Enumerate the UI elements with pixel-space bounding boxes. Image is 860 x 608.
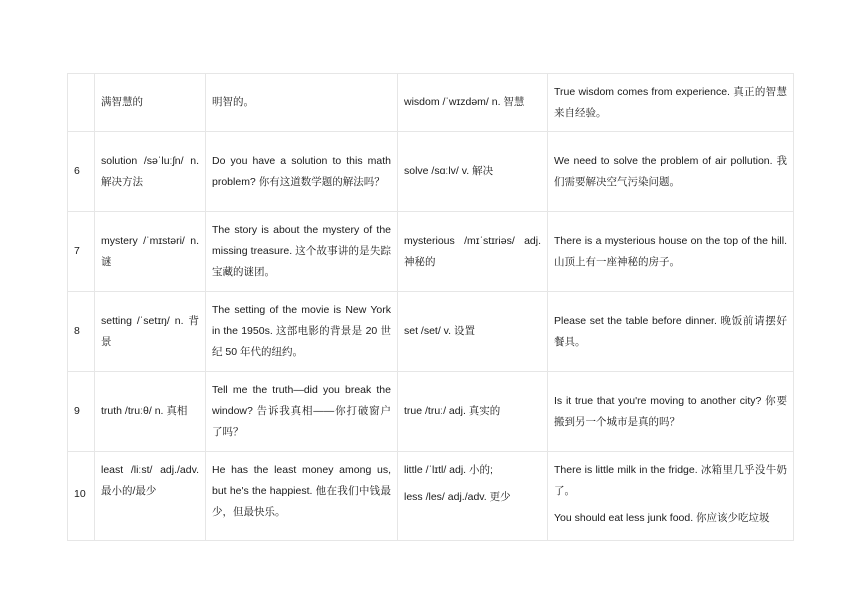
word-cell: setting /ˈsetɪŋ/ n. 背景 bbox=[95, 292, 206, 372]
example-cell: The story is about the mystery of the missing treasure. 这个故事讲的是失踪宝藏的谜团。 bbox=[206, 212, 398, 292]
example-cell: Do you have a solution to this math problem? 你有这道数学题的解法吗？ bbox=[206, 132, 398, 212]
row-number: 10 bbox=[68, 452, 95, 541]
sentence-cell: Please set the table before dinner. 晚饭前请摆好餐具。 bbox=[548, 292, 794, 372]
row-number bbox=[68, 74, 95, 132]
related-word-cell: wisdom /ˈwɪzdəm/ n. 智慧 bbox=[398, 74, 548, 132]
word-cell: 满智慧的 bbox=[95, 74, 206, 132]
example-cell: He has the least money among us, but he's the happiest. 他在我们中钱最少，但最快乐。 bbox=[206, 452, 398, 541]
related-word-cell bbox=[398, 452, 548, 541]
table-row bbox=[68, 372, 794, 452]
related-word-cell: true /truː/ adj. 真实的 bbox=[398, 372, 548, 452]
table-row bbox=[68, 132, 794, 212]
sentence-cell: There is a mysterious house on the top of the hill. 山顶上有一座神秘的房子。 bbox=[548, 212, 794, 292]
related-word-cell: set /set/ v. 设置 bbox=[398, 292, 548, 372]
sentence-cell bbox=[548, 452, 794, 541]
table-row bbox=[68, 212, 794, 292]
row-number: 9 bbox=[68, 372, 95, 452]
row-number: 7 bbox=[68, 212, 95, 292]
sentence-line: You should eat less junk food. 你应该少吃垃圾 bbox=[554, 512, 770, 524]
example-cell: 明智的。 bbox=[206, 74, 398, 132]
related-word-cell: mysterious /mɪˈstɪriəs/ adj. 神秘的 bbox=[398, 212, 548, 292]
vocabulary-table bbox=[67, 73, 794, 541]
sentence-line: There is little milk in the fridge. 冰箱里几乎没牛奶了。 bbox=[554, 464, 787, 497]
related-word-line: less /les/ adj./adv. 更少 bbox=[404, 491, 511, 503]
word-cell: truth /truːθ/ n. 真相 bbox=[95, 372, 206, 452]
row-number: 8 bbox=[68, 292, 95, 372]
table-row bbox=[68, 292, 794, 372]
related-word-line: little /ˈlɪtl/ adj. 小的; bbox=[404, 464, 493, 476]
word-cell: solution /səˈluːʃn/ n. 解决方法 bbox=[95, 132, 206, 212]
related-word-cell: solve /sɑːlv/ v. 解决 bbox=[398, 132, 548, 212]
sentence-cell: True wisdom comes from experience. 真正的智慧来自经验。 bbox=[548, 74, 794, 132]
table-row bbox=[68, 452, 794, 541]
sentence-cell: We need to solve the problem of air pollution. 我们需要解决空气污染问题。 bbox=[548, 132, 794, 212]
row-number: 6 bbox=[68, 132, 95, 212]
example-cell: Tell me the truth—did you break the window? 告诉我真相——你打破窗户了吗？ bbox=[206, 372, 398, 452]
example-cell: The setting of the movie is New York in the 1950s. 这部电影的背景是 20 世纪 50 年代的纽约。 bbox=[206, 292, 398, 372]
word-cell: mystery /ˈmɪstəri/ n. 谜 bbox=[95, 212, 206, 292]
sentence-cell: Is it true that you're moving to another city? 你要搬到另一个城市是真的吗？ bbox=[548, 372, 794, 452]
word-cell: least /liːst/ adj./adv. 最小的/最少 bbox=[95, 452, 206, 541]
table-row bbox=[68, 74, 794, 132]
